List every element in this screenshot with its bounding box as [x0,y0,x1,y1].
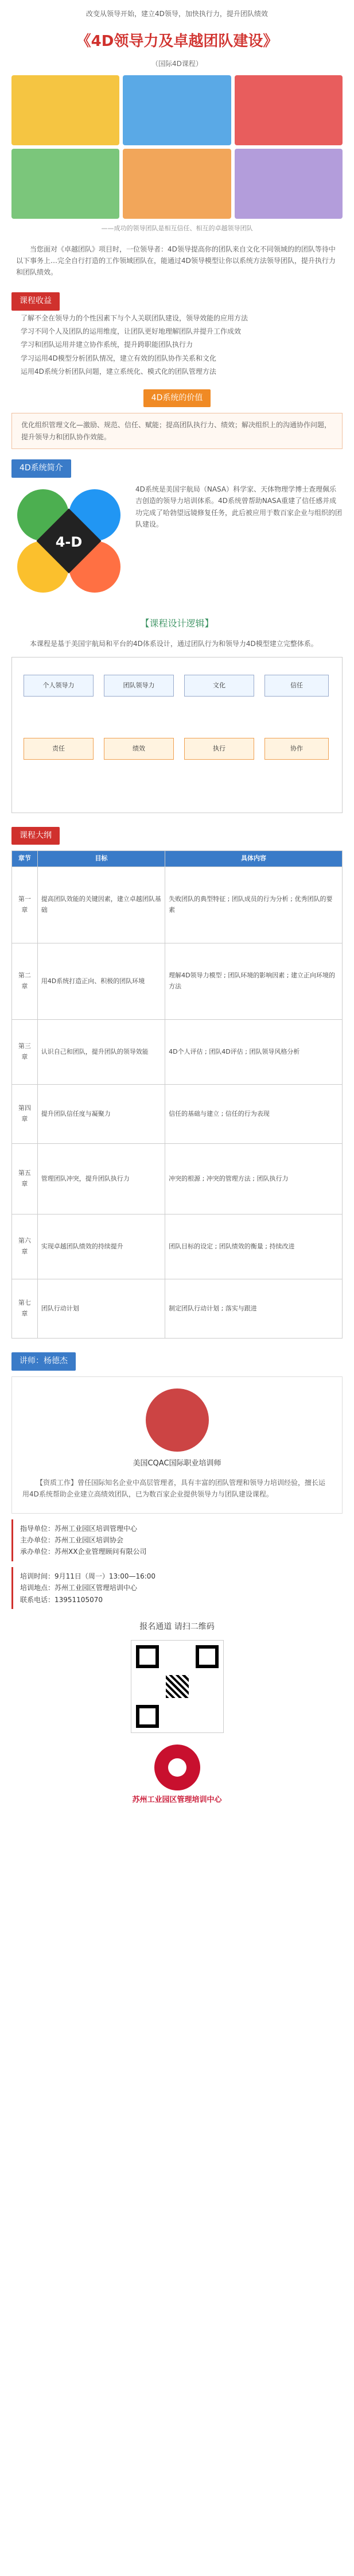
qr-finder [196,1645,219,1668]
section-tag-system: 4D系统的价值 [143,389,211,408]
table-row [12,1020,343,1085]
benefit-item: 学习和团队运用并建立协作系统，提升跨职能团队执行力 [21,341,193,349]
info-place: 培训地点：苏州工业园区管理培训中心 [20,1584,138,1592]
hero-illustration [11,75,343,219]
table-cell: 4D个人评估 ; 团队4D评估 ; 团队领导风格分析 [165,1020,343,1085]
table-row [12,1279,343,1339]
table-header: 目标 [37,851,165,867]
benefit-item: 运用4D系统分析团队问题，建立系统化、模式化的团队管理方法 [21,368,216,376]
section-tag-benefits: 课程收益 [11,292,60,311]
table-cell: 第六章 [12,1214,38,1279]
benefit-item: 了解不全在领导力的个性因素下与个人关联团队建设，领导效能的应用方法 [21,314,248,322]
system-text: 优化组织管理文化—激励、规范、信任、赋能；提高团队执行力、绩效；解决组织上的沟通协作问题，提升领导力和团队协作效能。 [11,413,343,449]
logic-box: 协作 [264,738,329,760]
table-cell: 认识自己和团队，提升团队的领导效能 [37,1020,165,1085]
table-cell: 第三章 [12,1020,38,1085]
table-cell: 第二章 [12,943,38,1020]
logic-diagram [11,657,343,813]
table-row [12,1144,343,1214]
table-row [12,943,343,1020]
table-cell: 失败团队的典型特征 ; 团队成员的行为分析 ; 优秀团队的要素 [165,867,343,943]
table-header: 章节 [12,851,38,867]
section-tag-outline: 课程大纲 [11,827,60,845]
table-cell: 理解4D领导力模型 ; 团队环境的影响因素 ; 建立正向环境的方法 [165,943,343,1020]
qr-code-icon[interactable] [131,1640,224,1733]
model-text: 4D系统是美国宇航局（NASA）科学家、天体物理学博士查理佩乐吉创造的领导力培训体系。4D系统曾帮助NASA重建了信任感并成功完成了哈勃望远镜修复任务，此后被应用于数百家企业与组织的团队建设。 [135,485,343,529]
info-org3: 承办单位：苏州XX企业管理顾问有限公司 [20,1548,147,1556]
table-row [12,1214,343,1279]
logic-text: 本课程是基于美国宇航局和平台的4D体系设计，通过团队行为和领导力4D模型建立完整体系。 [30,640,318,648]
hero-panel-1 [11,75,119,145]
logo-inner [168,1758,186,1777]
benefit-item: 学习不同个人及团队的运用维度，让团队更好地理解团队并提升工作成效 [21,327,242,336]
info-block [11,1519,343,1561]
logic-box: 文化 [184,675,254,697]
qr-pattern [166,1675,189,1698]
qr-label: 报名通道 请扫二维码 [139,1622,215,1632]
table-cell: 第五章 [12,1144,38,1214]
table-cell: 实现卓越团队绩效的持续提升 [37,1214,165,1279]
4d-diagram [11,484,126,598]
logic-title: 【课程设计逻辑】 [140,617,214,629]
intro-paragraph: 当您面对《卓越团队》项目时，一位领导者：4D领导提高你的团队来自文化不同领域的的团队等待中以下事务上…完全自行打造的工作领域团队在，能通过4D领导模型让你以系统方法领导团队，提升执行力和团队绩效。 [16,245,336,277]
table-cell: 提升团队信任度与凝聚力 [37,1085,165,1144]
benefit-item: 学习运用4D模型分析团队情况，建立有效的团队协作关系和文化 [21,354,216,362]
info-block [11,1567,343,1609]
trainer-bio: 【资质工作】曾任国际知名企业中高层管理者，具有丰富的团队管理和领导力培训经验，擅长运用4D系统帮助企业建立高绩效团队，已为数百家企业提供领导力与团队建设课程。 [22,1478,326,1499]
table-cell: 团队行动计划 [37,1279,165,1339]
table-cell: 团队目标的设定 ; 团队绩效的衡量 ; 持续改进 [165,1214,343,1279]
table-cell: 用4D系统打造正向、积极的团队环境 [37,943,165,1020]
table-header: 具体内容 [165,851,343,867]
page-title: 《4D领导力及卓越团队建设》 [76,33,278,51]
qr-finder [136,1705,159,1728]
hero-panel-6 [235,149,343,219]
logic-box: 执行 [184,738,254,760]
qr-finder [136,1645,159,1668]
logo-text: 苏州工业园区管理培训中心 [132,1795,222,1804]
hero-panel-5 [123,149,231,219]
table-cell: 提高团队效能的关键因素，建立卓越团队基础 [37,867,165,943]
logic-box: 信任 [264,675,329,697]
table-cell: 冲突的根源 ; 冲突的管理方法 ; 团队执行力 [165,1144,343,1214]
intro-text: 改变从领导开始，建立4D领导，加快执行力，提升团队绩效 [86,10,268,18]
model-section [0,478,354,604]
hero-panel-4 [11,149,119,219]
table-row [12,867,343,943]
section-tag-model: 4D系统简介 [11,459,71,478]
hero-panel-3 [235,75,343,145]
table-row [12,1085,343,1144]
trainer-title: 美国CQAC国际职业培训师 [133,1459,221,1468]
benefit-list [0,312,354,378]
info-org2: 主办单位：苏州工业园区培训协会 [20,1536,124,1545]
section-tag-trainer: 讲师：杨德杰 [11,1352,76,1371]
table-cell: 管理团队冲突，提升团队执行力 [37,1144,165,1214]
info-date: 培训时间：9月11日（周一）13:00—16:00 [20,1572,156,1580]
logic-box: 绩效 [104,738,174,760]
logo-icon [154,1745,200,1790]
info-org1: 指导单位：苏州工业园区培训管理中心 [20,1524,138,1533]
table-cell: 第七章 [12,1279,38,1339]
table-cell: 第四章 [12,1085,38,1144]
table-cell: 制定团队行动计划 ; 落实与跟进 [165,1279,343,1339]
table-cell: 信任的基础与建立 ; 信任的行为表现 [165,1085,343,1144]
logic-box: 团队领导力 [104,675,174,697]
diagram-center-label: 4-D [55,533,83,550]
hero-caption: ——成功的领导团队是相互信任、相互的卓越领导团队 [101,224,253,232]
hero-panel-2 [123,75,231,145]
logic-box: 责任 [24,738,94,760]
table-cell: 第一章 [12,867,38,943]
info-contact: 联系电话：13951105070 [20,1595,103,1604]
outline-table [11,850,343,1339]
avatar [146,1388,209,1452]
logic-box: 个人领导力 [24,675,94,697]
page-subtitle: （国际4D课程） [151,59,203,68]
trainer-card [11,1376,343,1514]
